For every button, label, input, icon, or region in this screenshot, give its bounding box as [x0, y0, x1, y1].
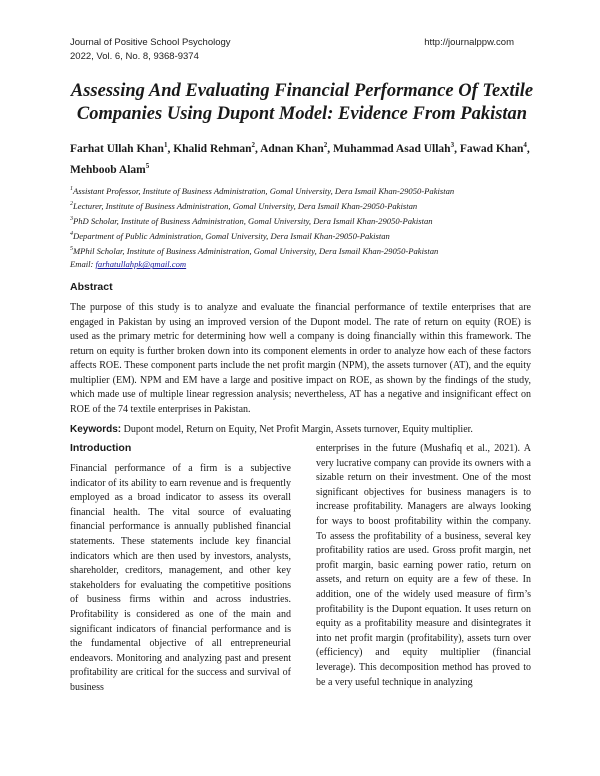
email-label: Email: [70, 259, 94, 270]
author-sup: 4 [523, 141, 527, 149]
affiliation-item: $^4$Department of Public Administration, Gomal University, Dera Ismail Khan-29050-Pakistan [70, 231, 390, 242]
paper-title: Assessing And Evaluating Financial Performance Of Textile Companies Using Dupont Model: Evidence From Pakistan [70, 81, 534, 124]
abstract-heading: Abstract [70, 281, 113, 293]
email-line [70, 258, 530, 271]
author-sup: 1 [163, 141, 168, 149]
author-list: Farhat Ullah Khan$^1$, Khalid Rehman$^2$, Adnan Khan$^2$, Muhammad Asad Ullah$^3$, Fawad Khan$^4$, Mehboob Alam$^5$ [70, 141, 530, 176]
keywords-label: Keywords: [70, 424, 122, 435]
keywords-text: Dupont model, Return on Equity, Net Profit Margin, Assets turnover, Equity multiplier. [123, 424, 473, 435]
affiliation-item: $^5$MPhil Scholar, Institute of Business Administration, Gomal University, Dera Ismail Khan-29050-Pakistan [70, 246, 439, 257]
email-link[interactable]: farhatullahpk@gmail.com [95, 259, 187, 270]
author-name: Mehboob Alam [70, 163, 146, 176]
journal-issue: 2022, Vol. 6, No. 8, 9368-9374 [70, 51, 199, 62]
journal-url[interactable]: http://journalppw.com [424, 37, 514, 48]
author-sup: 2 [323, 141, 328, 149]
introduction-right-column [316, 442, 531, 690]
introduction-left-column [70, 462, 291, 696]
abstract-text: The purpose of this study is to analyze and evaluate the financial performance of textile enterprises that are engaged in Pakistan by using an improved version of the Dupont model. The rate of return on equity (ROE) is used as the primary metric for determining how well a company is doing financially within this framework. The return on equity is further broken down into its component elements in order to analyze how each of these factors affects ROE. These component parts include the net profit margin (NPM), the assets turnover (AT), and the equity multiplier (EM). NPM and EM have a large and positive impact on ROE, as shown by the findings of the study, which made use of multiple linear regression analysis; nevertheless, AT has a negative and insignificant effect on ROE of the 74 textile enterprises in Pakistan. [70, 302, 531, 415]
affiliation-item: $^2$Lecturer, Institute of Business Administration, Gomal University, Dera Ismail Khan-29050-Pakistan [70, 200, 418, 211]
affiliations [70, 183, 530, 272]
journal-name: Journal of Positive School Psychology [70, 37, 231, 48]
author-name: Fawad Khan [459, 142, 524, 155]
keywords [70, 423, 531, 437]
journal-header [70, 36, 231, 64]
affiliation-item: $^3$PhD Scholar, Institute of Business Administration, Gomal University, Dera Ismail Khan-29050-Pakistan [70, 215, 433, 226]
author-sup: 2 [251, 141, 255, 149]
author-name: Khalid Rehman [173, 142, 252, 155]
introduction-right-text: enterprises in the future (Mushafiq et al., 2021). A very lucrative company can provide its owners with a sizable return on their investment. One of the most significant objectives for business managers is to increase profitability. Managers are always looking for ways to boost profitability within the company. To assess the profitability of a business, several key profitability ratios are used. Gross profit margin, net profit margin, basic earning power ratio, return on assets, and return on equity are a few of these. In addition, one of the widely used measure of firm’s profitability is the Dupont equation. It uses return on equity as a profitability measure and disintegrates it into net profit margin (profitability), assets turn over (efficiency) and equity multiplier (financial leverage). This decomposition method has proved to be a very useful technique in analyzing [316, 443, 531, 688]
author-sup: 3 [450, 141, 455, 149]
affiliation-item: $^1$Assistant Professor, Institute of Business Administration, Gomal University, Dera Ismail Khan-29050-Pakistan [70, 185, 455, 196]
introduction-left-text: Financial performance of a firm is a subjective indicator of its ability to earn revenue and is frequently employed as a broad indicator to assess its overall financial health. The vital source of evaluating financial performance is annually published financial statements. These statements include key financial indicators which are then used by investors, analysts, shareholder, creditors, management, and other key stakeholders for evaluating the competitive positions of business firms within and across industries. Profitability is considered as one of the main and significant indicators of financial performance and is the fundamental objective of all entrepreneurial endeavors. Monitoring and analyzing past and present profitability are critical for the success and survival of business [70, 463, 291, 693]
introduction-heading: Introduction [70, 442, 132, 454]
author-name: Muhammad Asad Ullah [332, 142, 451, 155]
author-sup: 5 [145, 161, 150, 170]
author-name: Adnan Khan [260, 142, 324, 155]
author-name: Farhat Ullah Khan [70, 142, 164, 155]
